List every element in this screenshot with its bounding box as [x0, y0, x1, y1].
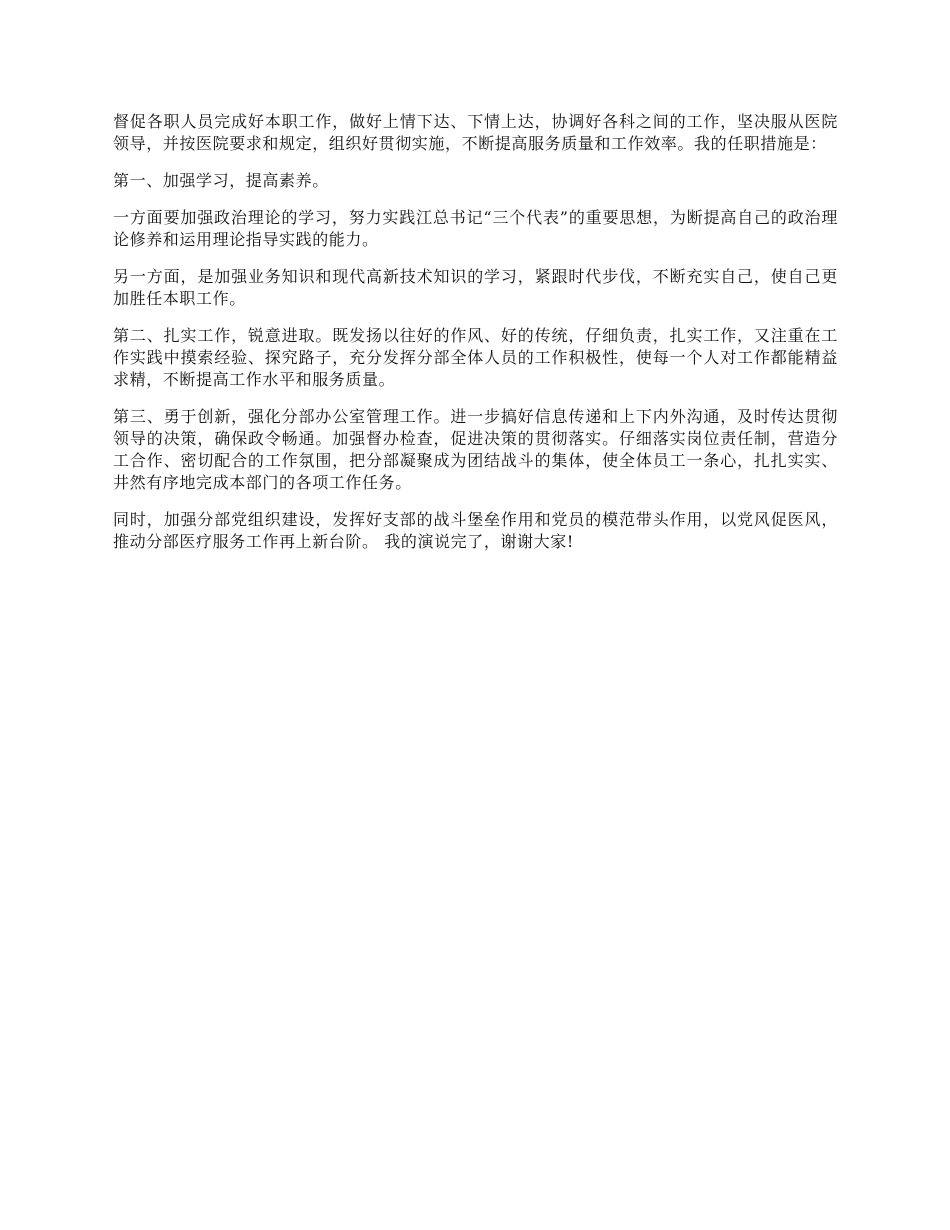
- paragraph-political-study: 一方面要加强政治理论的学习，努力实践江总书记“三个代表”的重要思想，为断提高自己的政治理论修养和运用理论指导实践的能力。: [113, 208, 838, 249]
- paragraph-second-measure: 第二、扎实工作，锐意进取。既发扬以往好的作风、好的传统，仔细负责，扎实工作，又注重在工作实践中摸索经验、探究路子，充分发挥分部全体人员的工作积极性，使每一个人对工作都能精益求精，不断提高工作水平和服务质量。: [113, 326, 838, 389]
- paragraph-business-study: 另一方面，是加强业务知识和现代高新技术知识的学习，紧跟时代步伐，不断充实自己，使自己更加胜任本职工作。: [113, 267, 838, 308]
- paragraph-heading-first: 第一、加强学习，提高素养。: [113, 171, 329, 190]
- paragraph-intro: 督促各职人员完成好本职工作，做好上情下达、下情上达，协调好各科之间的工作，坚决服从医院领导，并按医院要求和规定，组织好贯彻实施，不断提高服务质量和工作效率。我的任职措施是：: [113, 112, 838, 153]
- paragraph-third-measure: 第三、勇于创新，强化分部办公室管理工作。进一步搞好信息传递和上下内外沟通，及时传达贯彻领导的决策，确保政令畅通。加强督办检查，促进决策的贯彻落实。仔细落实岗位责任制，营造分工合作、密切配合的工作氛围，把分部凝聚成为团结战斗的集体，使全体员工一条心，扎扎实实、井然有序地完成本部门的各项工作任务。: [113, 407, 838, 492]
- document-body: [113, 111, 838, 568]
- paragraph-closing: 同时，加强分部党组织建设，发挥好支部的战斗堡垒作用和党员的模范带头作用，以党风促医风，推动分部医疗服务工作再上新台阶。 我的演说完了，谢谢大家!: [113, 510, 838, 551]
